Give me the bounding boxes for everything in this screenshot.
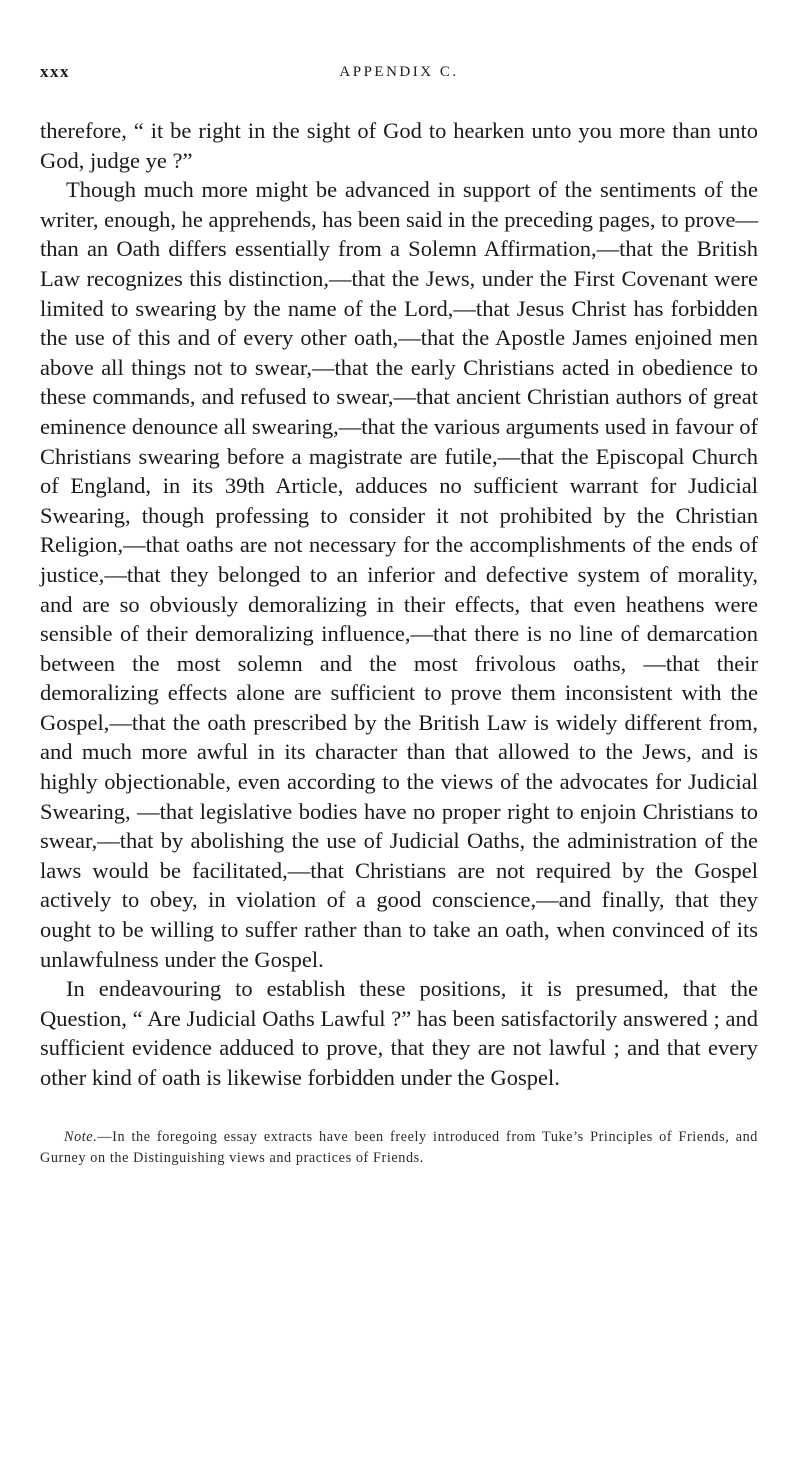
page-number: xxx xyxy=(40,62,70,81)
body-text xyxy=(40,116,758,1093)
book-page xyxy=(40,62,758,1183)
running-title: APPENDIX C. xyxy=(339,64,459,80)
footnote xyxy=(40,1127,758,1169)
running-head xyxy=(40,62,758,92)
paragraph-summary: Though much more might be advanced in support of the sentiments of the writer, enough, he apprehends, has been said in the preceding pages, to prove—than an Oath differs essentially from a Solemn Affirmation,—that the British Law recognizes this distinction,—that the Jews, under the First Covenant were limited to swearing by the name of the Lord,—that Jesus Christ has forbidden the use of this and of every other oath,—that the Apostle James enjoined men above all things not to swear,—that the early Christians acted in obedience to these commands, and refused to swear,—that ancient Christian authors of great eminence denounce all swearing,—that the various arguments used in favour of Christians swearing before a magistrate are futile,—that the Episcopal Church of England, in its 39th Article, adduces no sufficient warrant for Judicial Swearing, though professing to consider it not prohibited by the Christian Religion,—that oaths are not necessary for the accomplishments of the ends of justice,—that they belonged to an inferior and defective system of morality, and are so obviously demoralizing in their effects, that even heathens were sensible of their demoralizing influence,—that there is no line of demarcation between the most solemn and the most frivolous oaths, —that their demoralizing effects alone are sufficient to prove them inconsistent with the Gospel,—that the oath prescribed by the British Law is widely different from, and much more awful in its character than that allowed to the Jews, and is highly objectionable, even according to the views of the advocates for Judicial Swearing, —that legislative bodies have no proper right to enjoin Christians to swear,—that by abolishing the use of Judicial Oaths, the administration of the laws would be facilitated,—that Christians are not required by the Gospel actively to obey, in violation of a good conscience,—and finally, that they ought to be willing to suffer rather than to take an oath, when convinced of its unlawfulness under the Gospel. xyxy=(40,177,758,972)
footnote-label: Note. xyxy=(64,1128,98,1145)
paragraph-continuation: therefore, “ it be right in the sight of God to hearken unto you more than unto God, judge ye ?” xyxy=(40,118,758,173)
paragraph-conclusion: In endeavouring to establish these positions, it is presumed, that the Question, “ Are Judicial Oaths Lawful ?” has been satisfactorily answered ; and sufficient evidence adduced to prove, that they are not lawful ; and that every other kind of oath is likewise forbidden under the Gospel. xyxy=(40,976,758,1090)
footnote-text: —In the foregoing essay extracts have been freely introduced from Tuke’s Principles of Friends, and Gurney on the Distinguishing views and practices of Friends. xyxy=(40,1128,758,1166)
